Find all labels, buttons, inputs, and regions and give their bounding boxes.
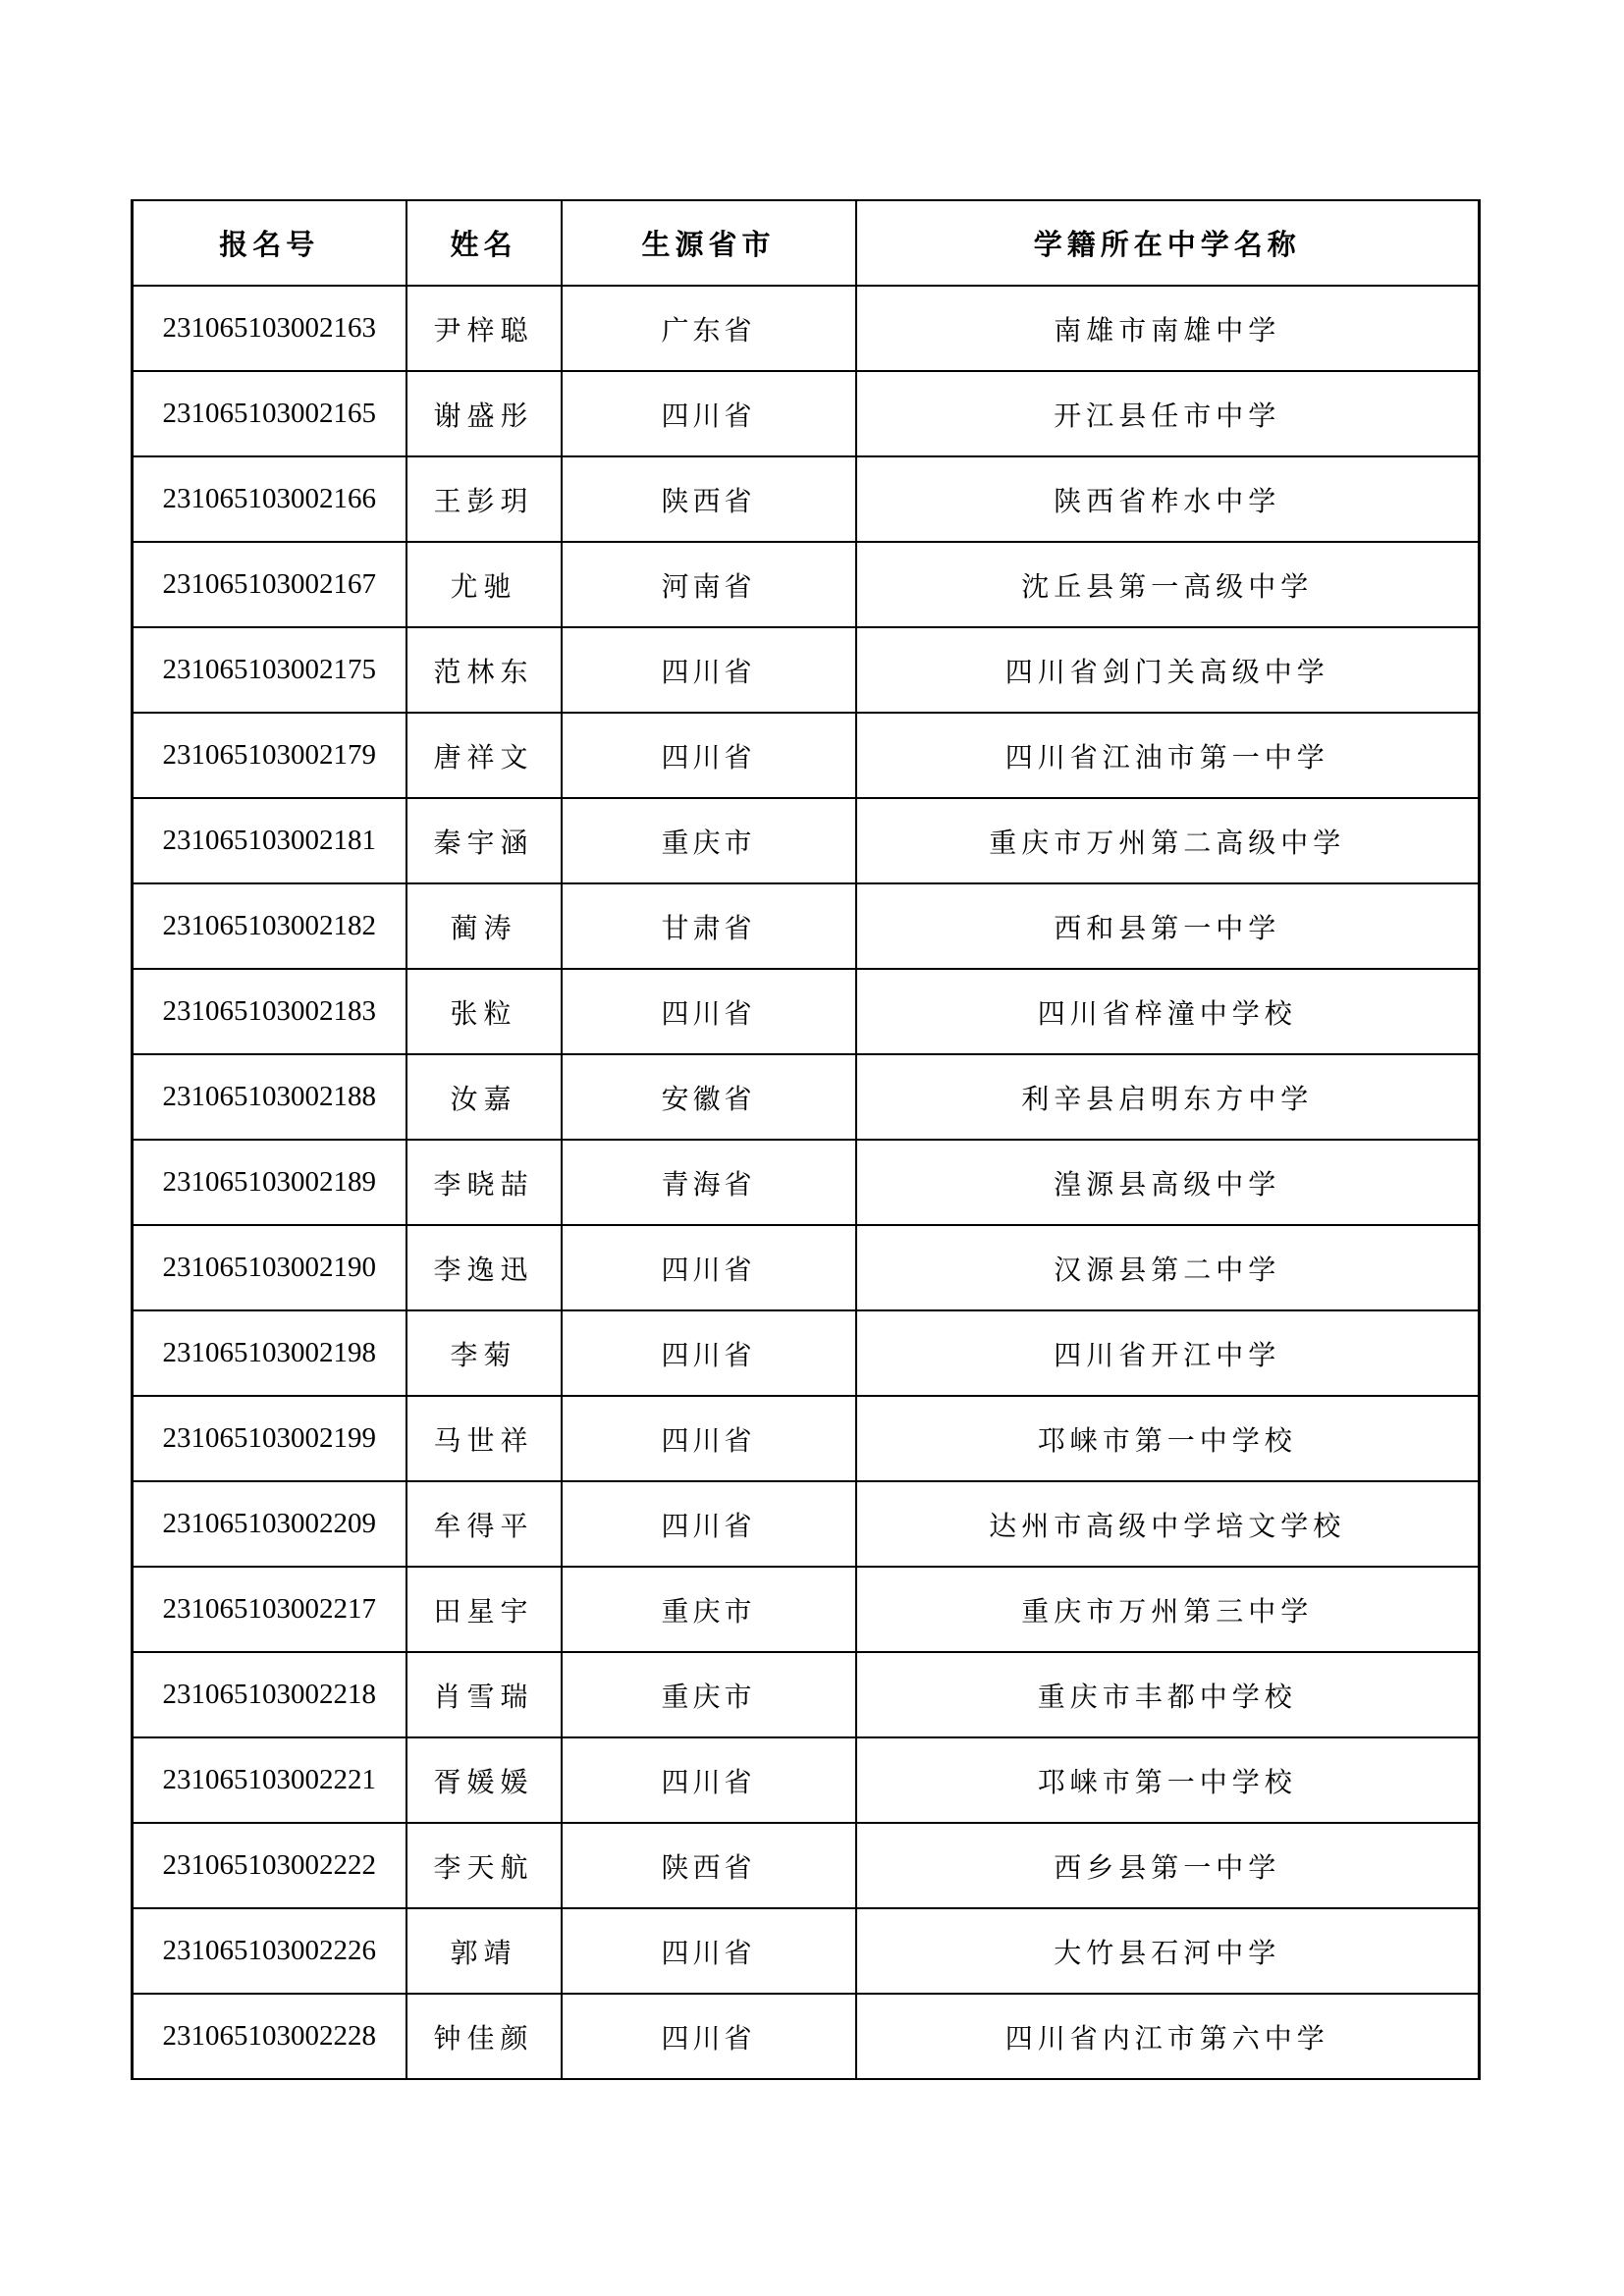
registration-number-cell: 231065103002166	[133, 456, 406, 542]
student-name-cell: 李天航	[406, 1823, 562, 1908]
school-name-cell: 邛崃市第一中学校	[856, 1396, 1480, 1481]
table-row	[133, 1310, 1480, 1396]
student-name-cell: 田星宇	[406, 1567, 562, 1652]
student-name-cell: 郭靖	[406, 1908, 562, 1994]
student-name-cell: 马世祥	[406, 1396, 562, 1481]
table-row	[133, 286, 1480, 371]
registration-number-cell: 231065103002209	[133, 1481, 406, 1567]
student-name-cell: 蔺涛	[406, 883, 562, 969]
table-row	[133, 1823, 1480, 1908]
registration-number-cell: 231065103002175	[133, 627, 406, 713]
registration-number-cell: 231065103002167	[133, 542, 406, 627]
registration-number-cell: 231065103002198	[133, 1310, 406, 1396]
school-name-cell: 开江县任市中学	[856, 371, 1480, 456]
table-row	[133, 1396, 1480, 1481]
origin-province-cell: 陕西省	[562, 1823, 856, 1908]
registration-number-cell: 231065103002163	[133, 286, 406, 371]
header-row	[133, 200, 1480, 286]
registration-number-cell: 231065103002217	[133, 1567, 406, 1652]
roster-table	[131, 199, 1481, 2080]
table-row	[133, 883, 1480, 969]
student-name-cell: 李菊	[406, 1310, 562, 1396]
student-name-cell: 李晓喆	[406, 1140, 562, 1225]
table-row	[133, 1225, 1480, 1310]
registration-number-cell: 231065103002179	[133, 713, 406, 798]
school-name-cell: 沈丘县第一高级中学	[856, 542, 1480, 627]
school-name-cell: 南雄市南雄中学	[856, 286, 1480, 371]
origin-province-cell: 广东省	[562, 286, 856, 371]
origin-province-cell: 河南省	[562, 542, 856, 627]
header-school-name: 学籍所在中学名称	[856, 200, 1480, 286]
student-name-cell: 秦宇涵	[406, 798, 562, 883]
student-name-cell: 汝嘉	[406, 1054, 562, 1140]
registration-number-cell: 231065103002199	[133, 1396, 406, 1481]
school-name-cell: 湟源县高级中学	[856, 1140, 1480, 1225]
school-name-cell: 达州市高级中学培文学校	[856, 1481, 1480, 1567]
student-name-cell: 唐祥文	[406, 713, 562, 798]
student-name-cell: 尹梓聪	[406, 286, 562, 371]
school-name-cell: 邛崃市第一中学校	[856, 1737, 1480, 1823]
origin-province-cell: 四川省	[562, 969, 856, 1054]
origin-province-cell: 四川省	[562, 1994, 856, 2079]
student-name-cell: 牟得平	[406, 1481, 562, 1567]
school-name-cell: 陕西省柞水中学	[856, 456, 1480, 542]
origin-province-cell: 四川省	[562, 1396, 856, 1481]
student-name-cell: 肖雪瑞	[406, 1652, 562, 1737]
origin-province-cell: 四川省	[562, 371, 856, 456]
table-row	[133, 1908, 1480, 1994]
school-name-cell: 大竹县石河中学	[856, 1908, 1480, 1994]
origin-province-cell: 重庆市	[562, 1567, 856, 1652]
header-origin-province: 生源省市	[562, 200, 856, 286]
origin-province-cell: 甘肃省	[562, 883, 856, 969]
origin-province-cell: 四川省	[562, 1908, 856, 1994]
school-name-cell: 四川省开江中学	[856, 1310, 1480, 1396]
school-name-cell: 汉源县第二中学	[856, 1225, 1480, 1310]
student-name-cell: 李逸迅	[406, 1225, 562, 1310]
school-name-cell: 四川省江油市第一中学	[856, 713, 1480, 798]
origin-province-cell: 重庆市	[562, 798, 856, 883]
table-row	[133, 1994, 1480, 2079]
registration-number-cell: 231065103002165	[133, 371, 406, 456]
origin-province-cell: 陕西省	[562, 456, 856, 542]
school-name-cell: 西和县第一中学	[856, 883, 1480, 969]
student-name-cell: 谢盛彤	[406, 371, 562, 456]
origin-province-cell: 四川省	[562, 713, 856, 798]
registration-number-cell: 231065103002222	[133, 1823, 406, 1908]
school-name-cell: 西乡县第一中学	[856, 1823, 1480, 1908]
school-name-cell: 重庆市丰都中学校	[856, 1652, 1480, 1737]
table-row	[133, 1140, 1480, 1225]
roster-body	[133, 286, 1480, 2079]
registration-number-cell: 231065103002190	[133, 1225, 406, 1310]
student-name-cell: 王彭玥	[406, 456, 562, 542]
student-name-cell: 钟佳颜	[406, 1994, 562, 2079]
registration-number-cell: 231065103002218	[133, 1652, 406, 1737]
registration-number-cell: 231065103002189	[133, 1140, 406, 1225]
registration-number-cell: 231065103002228	[133, 1994, 406, 2079]
school-name-cell: 四川省梓潼中学校	[856, 969, 1480, 1054]
registration-number-cell: 231065103002188	[133, 1054, 406, 1140]
table-row	[133, 1737, 1480, 1823]
school-name-cell: 利辛县启明东方中学	[856, 1054, 1480, 1140]
header-name: 姓名	[406, 200, 562, 286]
origin-province-cell: 四川省	[562, 1481, 856, 1567]
student-name-cell: 张粒	[406, 969, 562, 1054]
table-row	[133, 1481, 1480, 1567]
table-row	[133, 1567, 1480, 1652]
origin-province-cell: 青海省	[562, 1140, 856, 1225]
table-row	[133, 542, 1480, 627]
school-name-cell: 四川省内江市第六中学	[856, 1994, 1480, 2079]
registration-number-cell: 231065103002221	[133, 1737, 406, 1823]
table-row	[133, 969, 1480, 1054]
table-row	[133, 713, 1480, 798]
origin-province-cell: 四川省	[562, 1737, 856, 1823]
origin-province-cell: 重庆市	[562, 1652, 856, 1737]
school-name-cell: 重庆市万州第三中学	[856, 1567, 1480, 1652]
origin-province-cell: 四川省	[562, 1225, 856, 1310]
origin-province-cell: 四川省	[562, 627, 856, 713]
registration-number-cell: 231065103002182	[133, 883, 406, 969]
table-row	[133, 1054, 1480, 1140]
table-row	[133, 456, 1480, 542]
registration-number-cell: 231065103002226	[133, 1908, 406, 1994]
origin-province-cell: 安徽省	[562, 1054, 856, 1140]
registration-number-cell: 231065103002183	[133, 969, 406, 1054]
header-registration-number: 报名号	[133, 200, 406, 286]
registration-number-cell: 231065103002181	[133, 798, 406, 883]
student-name-cell: 尤驰	[406, 542, 562, 627]
table-row	[133, 798, 1480, 883]
table-row	[133, 627, 1480, 713]
school-name-cell: 四川省剑门关高级中学	[856, 627, 1480, 713]
table-row	[133, 1652, 1480, 1737]
student-name-cell: 范林东	[406, 627, 562, 713]
student-name-cell: 胥媛媛	[406, 1737, 562, 1823]
table-row	[133, 371, 1480, 456]
origin-province-cell: 四川省	[562, 1310, 856, 1396]
school-name-cell: 重庆市万州第二高级中学	[856, 798, 1480, 883]
